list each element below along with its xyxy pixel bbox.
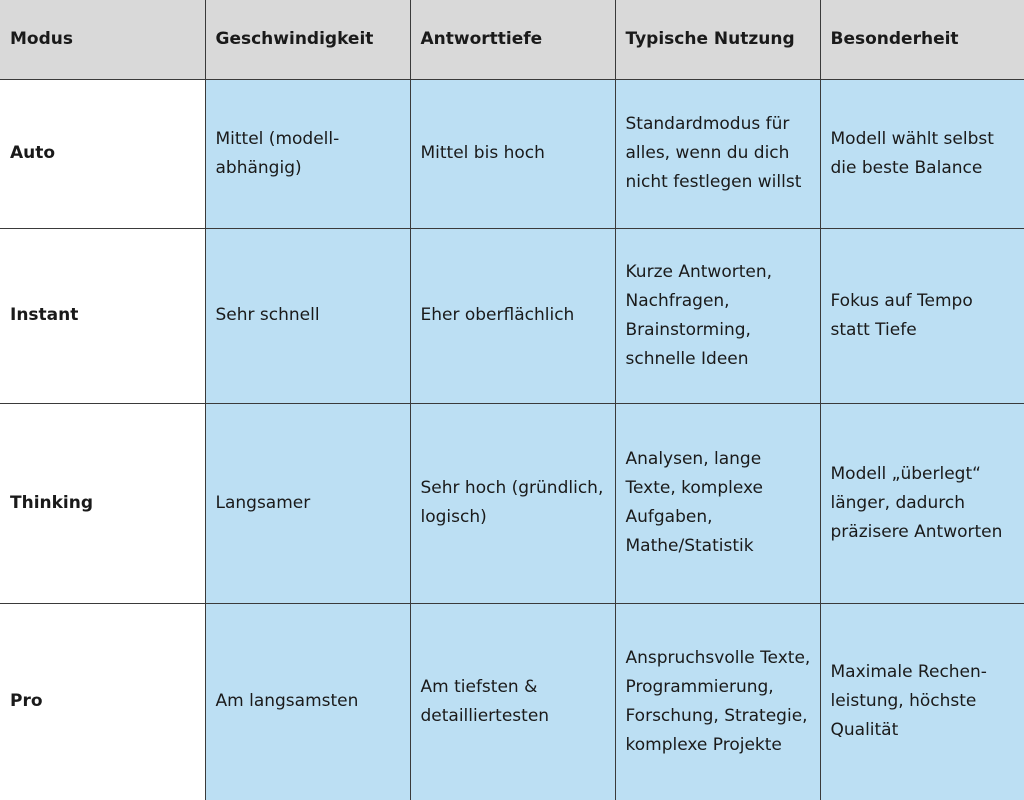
nutzung-cell: Analysen, lange Texte, komplexe Aufgaben, Mathe/Statistik (615, 403, 820, 603)
nutzung-cell: Kurze Antworten, Nachfragen, Brainstorming, schnelle Ideen (615, 228, 820, 403)
header-row (0, 0, 1024, 79)
table-row (0, 79, 1024, 228)
header-modus: Modus (0, 0, 205, 79)
header-geschwindigkeit: Geschwindigkeit (205, 0, 410, 79)
modus-cell: Instant (0, 228, 205, 403)
geschwindigkeit-cell: Langsamer (205, 403, 410, 603)
table-row (0, 403, 1024, 603)
header-besonderheit: Besonderheit (820, 0, 1024, 79)
antworttiefe-cell: Mittel bis hoch (410, 79, 615, 228)
modus-cell: Thinking (0, 403, 205, 603)
nutzung-cell: Anspruchsvolle Texte, Programmierung, Forschung, Strategie, komplexe Projekte (615, 603, 820, 800)
besonderheit-cell: Modell wählt selbst die beste Balance (820, 79, 1024, 228)
header-antworttiefe: Antworttiefe (410, 0, 615, 79)
antworttiefe-cell: Eher oberflächlich (410, 228, 615, 403)
besonderheit-cell: Maximale Rechen-leistung, höchste Qualität (820, 603, 1024, 800)
besonderheit-cell: Fokus auf Tempo statt Tiefe (820, 228, 1024, 403)
antworttiefe-cell: Sehr hoch (gründlich, logisch) (410, 403, 615, 603)
modus-cell: Pro (0, 603, 205, 800)
table-body (0, 79, 1024, 800)
nutzung-cell: Standardmodus für alles, wenn du dich nicht festlegen willst (615, 79, 820, 228)
header-typische-nutzung: Typische Nutzung (615, 0, 820, 79)
modus-cell: Auto (0, 79, 205, 228)
geschwindigkeit-cell: Sehr schnell (205, 228, 410, 403)
antworttiefe-cell: Am tiefsten & detailliertesten (410, 603, 615, 800)
besonderheit-cell: Modell „überlegt“ länger, dadurch präzisere Antworten (820, 403, 1024, 603)
geschwindigkeit-cell: Mittel (modell-abhängig) (205, 79, 410, 228)
table-row (0, 228, 1024, 403)
table-header (0, 0, 1024, 79)
table-row (0, 603, 1024, 800)
geschwindigkeit-cell: Am langsamsten (205, 603, 410, 800)
